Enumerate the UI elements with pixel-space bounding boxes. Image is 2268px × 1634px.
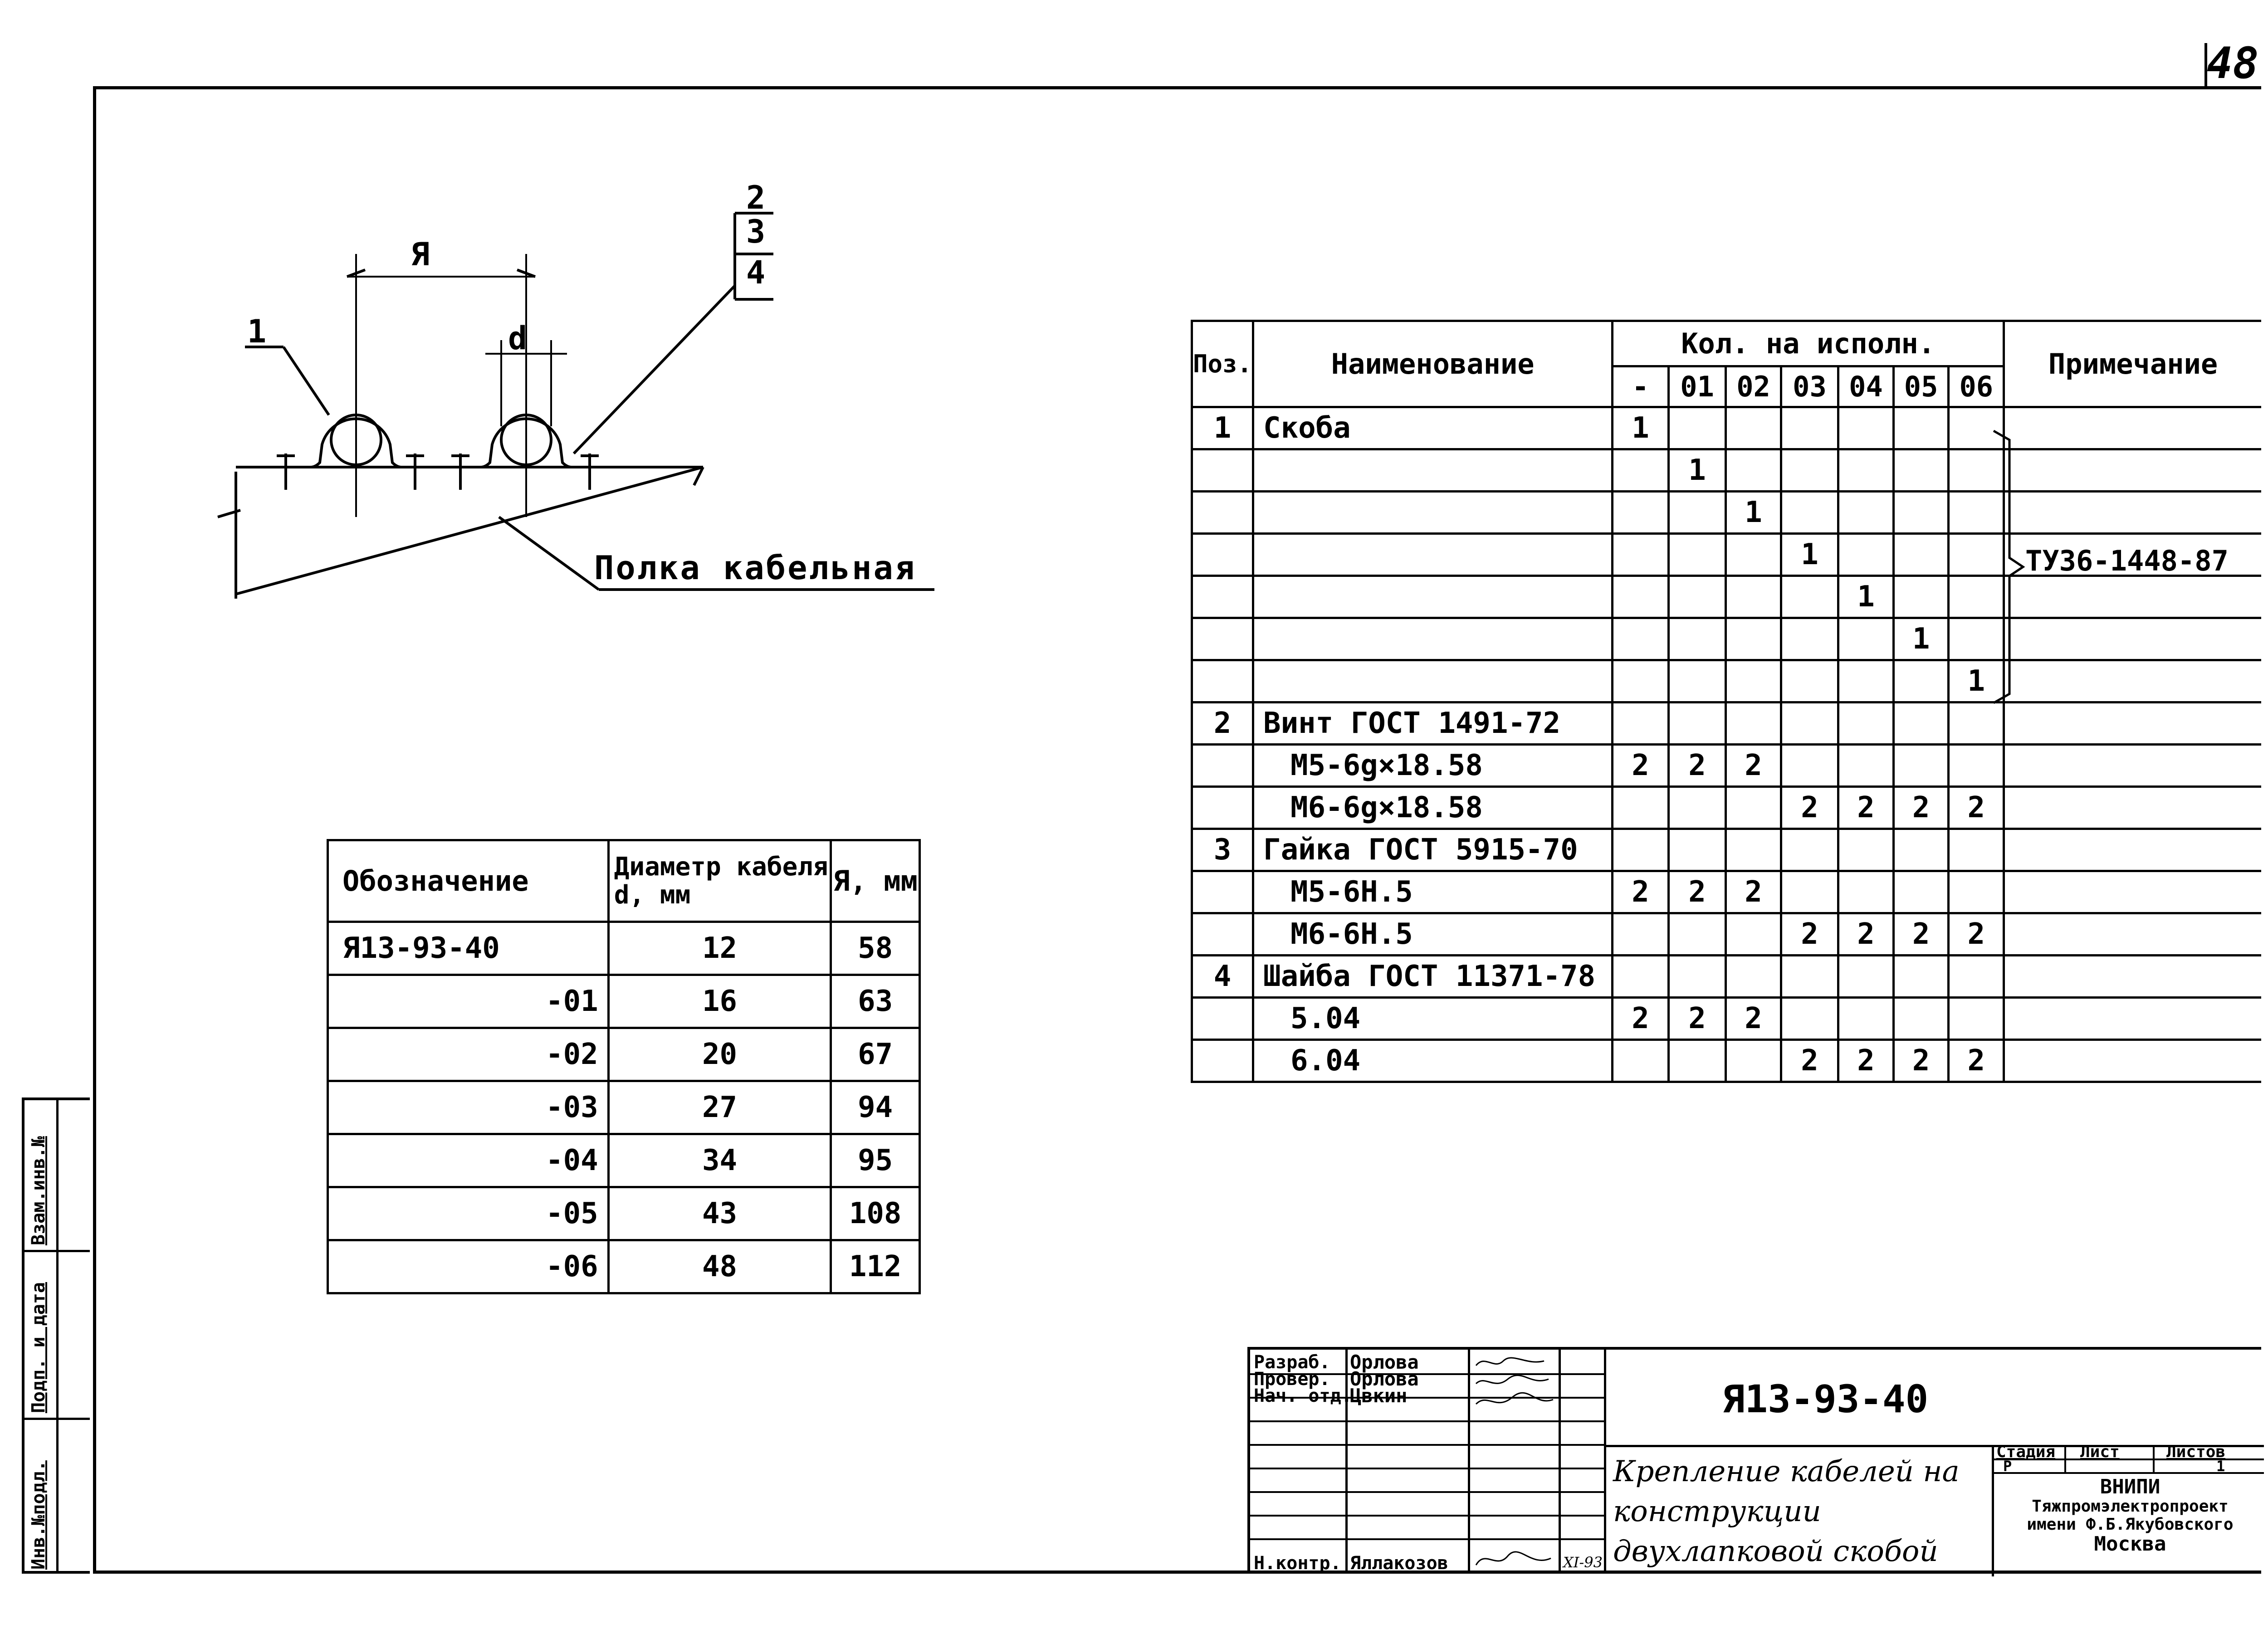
spec-qty: 2 [1949,913,2004,956]
variant-code: -06 [328,1240,609,1293]
spec-qty [1668,913,1725,956]
header-designation: Обозначение [328,840,609,922]
variant-a: 67 [831,1028,920,1081]
role-norm-control: Н.контр. [1254,1553,1341,1574]
spec-qty: 2 [1613,745,1669,787]
note-tu-text: ТУ36-1448-87 [2025,544,2229,577]
spec-qty [1726,702,1781,745]
spec-qty [1838,660,1894,702]
spec-name [1253,660,1613,702]
stage-value: Р [2003,1458,2012,1475]
spec-qty: 2 [1949,787,2004,829]
spec-qty: 2 [1726,998,1781,1040]
spec-qty [1781,449,1838,492]
spec-qty [1668,407,1725,449]
spec-name-text: Шайба ГОСТ 11371-78 [1263,960,1596,993]
spec-qty [1781,745,1838,787]
spec-name-text: М5-6Н.5 [1290,875,1413,909]
spec-qty [1668,618,1725,660]
spec-qty [1893,745,1949,787]
variant-a: 95 [831,1134,920,1187]
spec-qty [1613,618,1669,660]
spec-qty [1781,660,1838,702]
sheets-label: Листов [2166,1443,2226,1461]
variant-col: 02 [1726,366,1781,407]
spec-qty [1668,576,1725,618]
role-head: Нач. отд. [1254,1385,1352,1406]
spec-name [1253,407,1613,449]
spec-qty [1949,745,2004,787]
doc-title: Крепление кабелей на конструкции двухлапковой скобой [1613,1455,1960,1568]
spec-qty: 2 [1838,913,1894,956]
spec-pos [1192,449,1253,492]
spec-pos [1192,534,1253,576]
org-line-1: ВНИПИ [2100,1475,2160,1498]
variant-col: 06 [1949,366,2004,407]
sidebar-stamp [22,1097,90,1574]
spec-qty [1726,449,1781,492]
spec-row [1192,407,2262,449]
spec-note [2004,871,2261,913]
variant-col: - [1613,366,1669,407]
variant-diameter: 12 [608,922,831,975]
shelf-label: Полка кабельная [594,549,917,587]
spec-qty [1726,829,1781,871]
spec-qty [1613,576,1669,618]
spec-qty [1668,492,1725,534]
callout-4: 4 [746,254,766,291]
spec-name-text: Скоба [1263,411,1351,445]
name-head: Цвкин [1350,1385,1408,1407]
variant-col: 05 [1893,366,1949,407]
spec-qty [1781,871,1838,913]
spec-qty [1726,660,1781,702]
spec-qty [1668,787,1725,829]
table-row [328,1134,920,1187]
spec-qty [1668,534,1725,576]
spec-qty: 1 [1781,534,1838,576]
variant-a: 58 [831,922,920,975]
spec-qty: 2 [1893,787,1949,829]
spec-pos [1192,576,1253,618]
spec-pos [1192,618,1253,660]
spec-pos [1192,871,1253,913]
spec-qty [1893,407,1949,449]
table-row [328,1187,920,1240]
spec-name [1253,956,1613,998]
spec-qty: 2 [1668,871,1725,913]
spec-qty [1893,534,1949,576]
spec-qty: 1 [1893,618,1949,660]
spec-name-text: М6-6g×18.58 [1290,791,1483,824]
spec-qty [1781,407,1838,449]
role-developer: Разраб. [1254,1352,1330,1373]
table-row [328,1240,920,1293]
spec-pos [1192,787,1253,829]
spec-qty [1781,492,1838,534]
spec-pos [1192,660,1253,702]
spec-pos: 3 [1192,829,1253,871]
spec-name [1253,913,1613,956]
spec-pos [1192,745,1253,787]
org-line-2: Тяжпромэлектропроект [2032,1497,2229,1516]
spec-note [2004,1040,2261,1082]
spec-qty [1838,702,1894,745]
spec-qty [1781,576,1838,618]
spec-note [2004,998,2261,1040]
spec-qty [1893,702,1949,745]
role-checker: Провер. [1254,1369,1330,1390]
spec-qty: 1 [1613,407,1669,449]
spec-qty: 2 [1726,745,1781,787]
spec-qty: 2 [1838,1040,1894,1082]
spec-qty [1613,534,1669,576]
spec-note [2004,407,2261,449]
bracket-drawing [209,172,943,603]
spec-row [1192,660,2262,702]
variant-diameter: 34 [608,1134,831,1187]
spec-row [1192,1040,2262,1082]
spec-qty [1613,702,1669,745]
spec-qty [1726,576,1781,618]
spec-name [1253,702,1613,745]
spec-qty [1613,956,1669,998]
spec-note [2004,787,2261,829]
spec-qty [1613,913,1669,956]
variant-code: -01 [328,975,609,1028]
variant-code: -05 [328,1187,609,1240]
spec-qty: 2 [1668,998,1725,1040]
spec-qty [1668,660,1725,702]
spec-qty: 2 [1949,1040,2004,1082]
spec-qty [1949,956,2004,998]
spec-qty: 2 [1838,787,1894,829]
date-stamp: XI-93 [1563,1554,1603,1571]
callout-1: 1 [247,313,267,350]
stage-label: Стадия [1996,1443,2056,1461]
variant-diameter: 20 [608,1028,831,1081]
spec-qty: 2 [1781,913,1838,956]
spec-qty [1893,871,1949,913]
spec-row [1192,618,2262,660]
signatures [1471,1352,1558,1420]
spec-pos [1192,998,1253,1040]
spec-name [1253,1040,1613,1082]
spec-qty [1949,702,2004,745]
spec-qty: 1 [1838,576,1894,618]
variant-code: -03 [328,1081,609,1134]
header-name: Наименование [1253,321,1613,407]
spec-note [2004,576,2261,618]
spec-name-text: Гайка ГОСТ 5915-70 [1263,833,1578,867]
spec-name-text: М6-6Н.5 [1290,917,1413,951]
spec-row [1192,829,2262,871]
callout-2: 2 [746,179,766,216]
sidebar-label-inv: Инв.№подл. [28,1460,49,1570]
spec-qty [1893,829,1949,871]
sheets-value: 1 [2216,1458,2225,1475]
spec-name [1253,787,1613,829]
spec-row [1192,956,2262,998]
spec-note [2004,492,2261,534]
table-row [328,1081,920,1134]
doc-code: Я13-93-40 [1722,1377,1929,1421]
spec-name-text: М5-6g×18.58 [1290,749,1483,782]
spec-note [2004,660,2261,702]
sheet-label: Лист [2080,1443,2120,1461]
org-line-4: Москва [2094,1532,2166,1556]
spec-qty [1726,956,1781,998]
spec-note [2004,913,2261,956]
spec-pos: 1 [1192,407,1253,449]
spec-qty [1668,829,1725,871]
spec-name [1253,449,1613,492]
spec-name [1253,492,1613,534]
spec-name-text: 6.04 [1290,1044,1361,1078]
spec-row [1192,787,2262,829]
variant-col: 01 [1668,366,1725,407]
spec-note [2004,745,2261,787]
spec-name [1253,576,1613,618]
spec-qty: 2 [1613,871,1669,913]
spec-row [1192,871,2262,913]
spec-qty [1726,534,1781,576]
variant-col: 03 [1781,366,1838,407]
spec-qty [1893,449,1949,492]
spec-qty [1949,829,2004,871]
sheet-number: 48 [2207,39,2259,88]
spec-qty [1613,1040,1669,1082]
spec-row [1192,576,2262,618]
variants-table [327,839,921,1294]
spec-qty [1781,829,1838,871]
spec-qty: 2 [1668,745,1725,787]
name-norm-control: Яллакозов [1350,1553,1448,1574]
spec-qty: 2 [1726,871,1781,913]
spec-qty: 2 [1781,1040,1838,1082]
header-pos: Поз. [1192,321,1253,407]
note-bracket [1991,426,2028,707]
spec-qty [1838,407,1894,449]
spec-qty: 2 [1893,1040,1949,1082]
spec-pos: 2 [1192,702,1253,745]
spec-qty: 1 [1949,660,2004,702]
dimension-a-label: Я [411,236,430,273]
spec-qty [1838,871,1894,913]
spec-pos [1192,1040,1253,1082]
spec-pos: 4 [1192,956,1253,998]
spec-name-text: Винт ГОСТ 1491-72 [1263,707,1561,740]
spec-qty [1781,998,1838,1040]
spec-qty [1726,618,1781,660]
spec-qty [1893,998,1949,1040]
spec-qty [1613,449,1669,492]
variant-diameter: 16 [608,975,831,1028]
variant-a: 112 [831,1240,920,1293]
spec-note [2004,829,2261,871]
spec-qty [1613,492,1669,534]
spec-qty [1668,956,1725,998]
name-developer: Орлова [1350,1351,1419,1373]
spec-note [2004,702,2261,745]
spec-note [2004,449,2261,492]
header-qty: Кол. на исполн. [1613,321,2004,366]
spec-row [1192,913,2262,956]
header-a: Я, мм [831,840,920,922]
spec-table [1191,320,2261,1083]
spec-name [1253,618,1613,660]
name-checker: Орлова [1350,1368,1419,1390]
spec-qty: 2 [1781,787,1838,829]
table-row [328,1028,920,1081]
spec-qty [1726,1040,1781,1082]
dimension-d-label: d [508,320,528,357]
spec-pos [1192,913,1253,956]
spec-name [1253,534,1613,576]
spec-qty [1838,534,1894,576]
variant-col: 04 [1838,366,1894,407]
spec-qty [1893,956,1949,998]
spec-qty [1613,829,1669,871]
variant-code: -04 [328,1134,609,1187]
spec-qty [1668,1040,1725,1082]
variant-diameter: 27 [608,1081,831,1134]
signature-norm-control [1471,1545,1558,1574]
spec-qty: 2 [1893,913,1949,956]
variant-code: Я13-93-40 [328,922,609,975]
spec-qty [1838,829,1894,871]
header-diameter: Диаметр кабеля d, мм [608,840,831,922]
variant-a: 63 [831,975,920,1028]
variant-a: 108 [831,1187,920,1240]
spec-qty [1893,660,1949,702]
table-row [328,975,920,1028]
variant-diameter: 48 [608,1240,831,1293]
sidebar-label-sign-date: Подп. и дата [28,1282,49,1413]
org-line-3: имени Ф.Б.Якубовского [2027,1515,2234,1534]
spec-note [2004,956,2261,998]
spec-qty [1838,745,1894,787]
spec-qty: 1 [1668,449,1725,492]
spec-qty [1781,956,1838,998]
spec-qty [1613,660,1669,702]
variant-code: -02 [328,1028,609,1081]
spec-qty: 2 [1613,998,1669,1040]
spec-row [1192,449,2262,492]
spec-row [1192,998,2262,1040]
spec-qty [1838,492,1894,534]
spec-qty: 1 [1726,492,1781,534]
spec-name-text: 5.04 [1290,1002,1361,1035]
spec-name [1253,871,1613,913]
spec-qty [1949,871,2004,913]
spec-qty [1893,492,1949,534]
spec-qty [1838,618,1894,660]
spec-note [2004,618,2261,660]
spec-qty [1668,702,1725,745]
spec-row [1192,492,2262,534]
title-block [1247,1347,2261,1574]
spec-pos [1192,492,1253,534]
spec-qty [1893,576,1949,618]
sidebar-label-replace-inv: Взам.инв.№ [28,1136,49,1245]
spec-qty [1726,787,1781,829]
spec-name [1253,829,1613,871]
spec-qty [1781,702,1838,745]
callout-3: 3 [746,213,766,250]
spec-name [1253,998,1613,1040]
table-row [328,922,920,975]
spec-row [1192,745,2262,787]
variant-a: 94 [831,1081,920,1134]
spec-qty [1781,618,1838,660]
spec-name [1253,745,1613,787]
variant-diameter: 43 [608,1187,831,1240]
spec-qty [1949,998,2004,1040]
spec-qty [1838,956,1894,998]
spec-qty [1726,913,1781,956]
spec-qty [1726,407,1781,449]
spec-row [1192,702,2262,745]
header-note: Примечание [2004,321,2261,407]
spec-qty [1838,998,1894,1040]
spec-qty [1838,449,1894,492]
spec-qty [1613,787,1669,829]
